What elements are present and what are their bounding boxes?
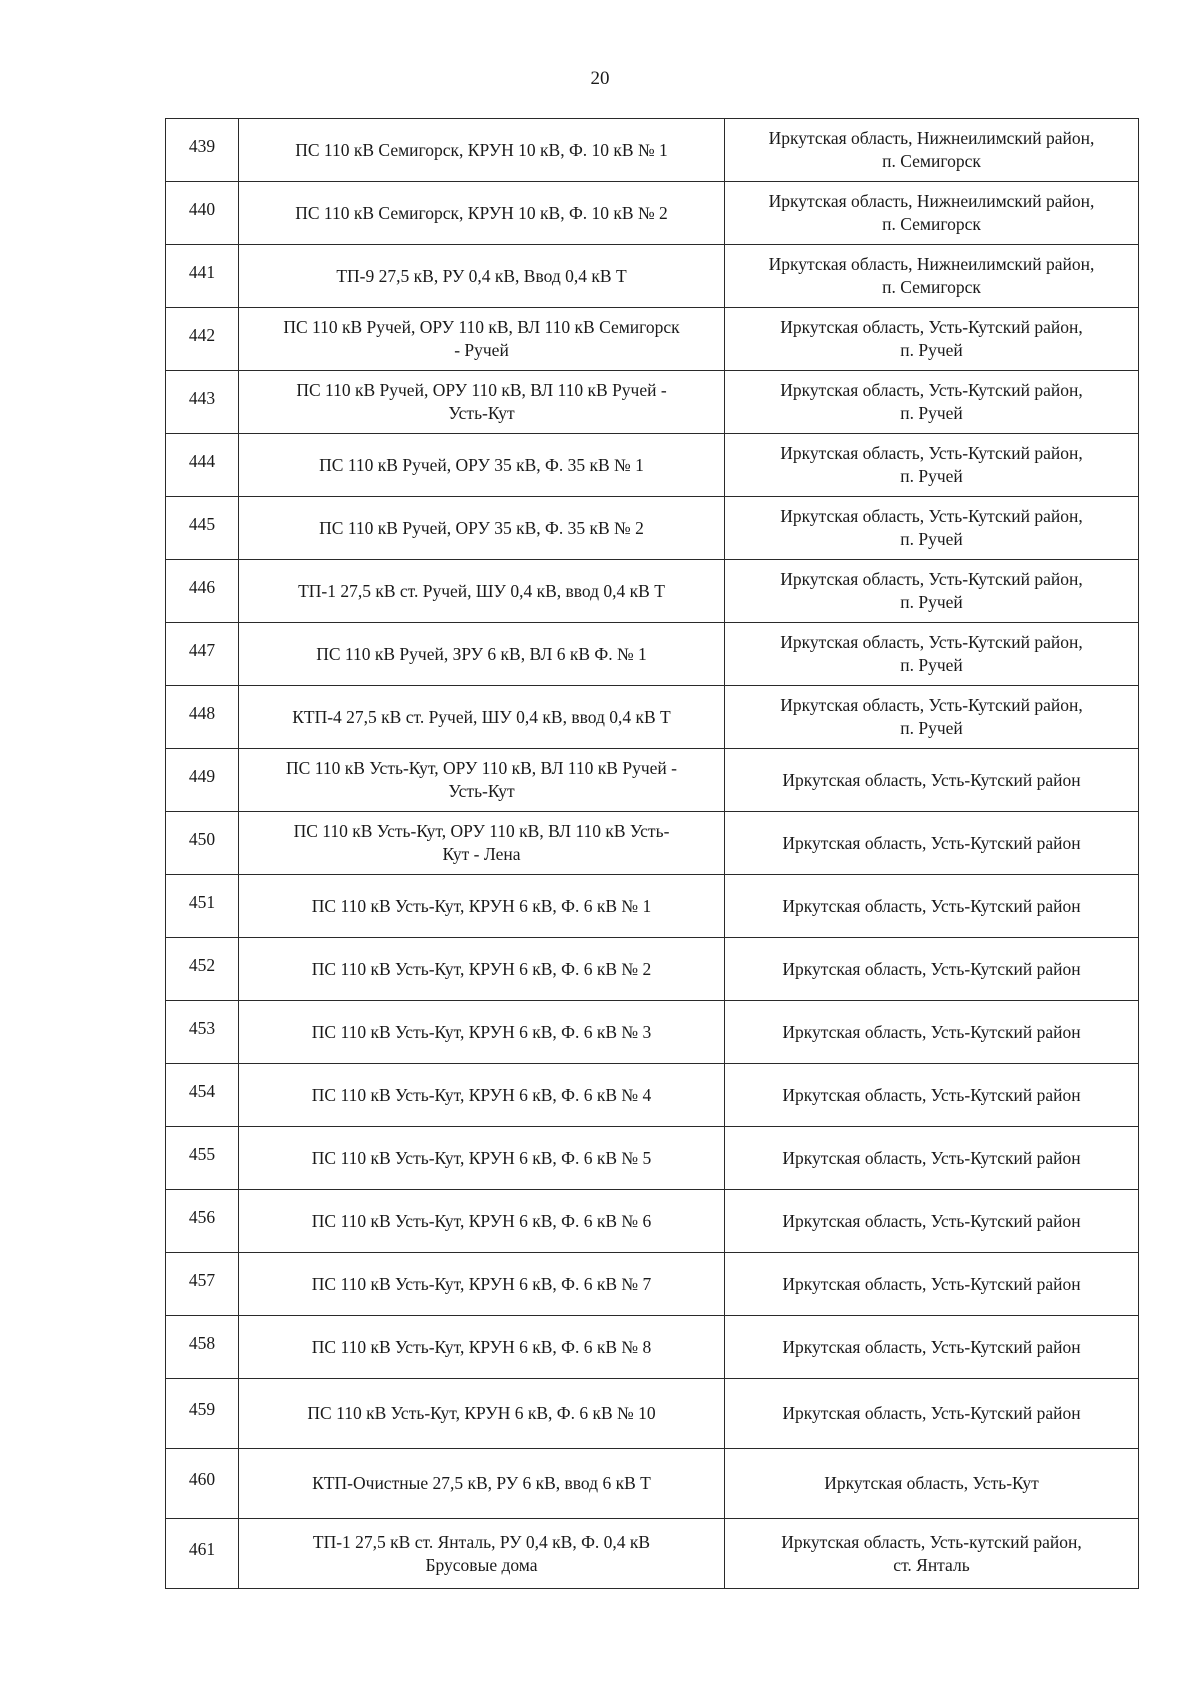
row-number-cell: 453 [166,1001,239,1064]
location-text: Иркутская область, Усть-Кутский район [782,1273,1081,1294]
row-number-cell: 452 [166,938,239,1001]
location-cell [725,1449,1139,1519]
object-text: ПС 110 кВ Усть-Кут, КРУН 6 кВ, Ф. 6 кВ № 3 [311,1021,652,1042]
location-text: п. Ручей [900,655,963,675]
location-text: Иркутская область, Нижнеилимский район, [768,128,1095,148]
object-cell [239,182,725,245]
row-number-cell: 449 [166,749,239,812]
location-text: п. Ручей [900,340,963,360]
location-cell [725,686,1139,749]
page-number: 20 [590,68,610,89]
table-row [166,1001,1139,1064]
location-text: п. Ручей [900,529,963,549]
location-cell [725,560,1139,623]
location-text: Иркутская область, Усть-Кутский район, [780,443,1083,463]
object-text: ПС 110 кВ Ручей, ОРУ 110 кВ, ВЛ 110 кВ Семигорск [283,317,680,337]
location-text: Иркутская область, Усть-Кутский район, [780,695,1083,715]
location-text: Иркутская область, Усть-Кутский район [782,1084,1081,1105]
location-cell [725,497,1139,560]
object-text: ПС 110 кВ Усть-Кут, КРУН 6 кВ, Ф. 6 кВ № 6 [311,1210,652,1231]
location-cell [725,434,1139,497]
location-cell [725,875,1139,938]
table-row [166,1316,1139,1379]
location-text: Иркутская область, Усть-Кутский район [782,1147,1081,1168]
object-text: Усть-Кут [448,403,515,423]
table-body [166,119,1139,1589]
table-row [166,938,1139,1001]
row-number-cell: 456 [166,1190,239,1253]
table-row [166,686,1139,749]
row-number-cell: 454 [166,1064,239,1127]
row-number-cell: 460 [166,1449,239,1519]
location-text: Иркутская область, Усть-Кутский район [782,958,1081,979]
object-text: ПС 110 кВ Усть-Кут, КРУН 6 кВ, Ф. 6 кВ № 10 [307,1403,656,1423]
location-cell [725,812,1139,875]
row-number-cell: 440 [166,182,239,245]
row-number-cell: 447 [166,623,239,686]
row-number-cell: 451 [166,875,239,938]
location-text: Иркутская область, Нижнеилимский район, [768,191,1095,211]
object-cell [239,812,725,875]
object-text: ПС 110 кВ Семигорск, КРУН 10 кВ, Ф. 10 кВ № 2 [295,202,668,223]
location-text: Иркутская область, Нижнеилимский район, [768,254,1095,274]
location-text: Иркутская область, Усть-Кутский район, [780,569,1083,589]
location-cell [725,1519,1139,1589]
location-cell [725,182,1139,245]
table-row [166,1253,1139,1316]
row-number-cell: 450 [166,812,239,875]
location-text: Иркутская область, Усть-Кутский район [782,769,1081,790]
object-text: ПС 110 кВ Усть-Кут, КРУН 6 кВ, Ф. 6 кВ № 5 [311,1147,652,1168]
table-row [166,371,1139,434]
table-row [166,182,1139,245]
location-cell [725,1001,1139,1064]
object-text: ПС 110 кВ Усть-Кут, КРУН 6 кВ, Ф. 6 кВ № 4 [311,1084,652,1105]
object-text: ПС 110 кВ Усть-Кут, КРУН 6 кВ, Ф. 6 кВ № 1 [311,895,652,916]
object-cell [239,1064,725,1127]
object-cell [239,1001,725,1064]
object-text: ТП-1 27,5 кВ ст. Янталь, РУ 0,4 кВ, Ф. 0,4 кВ [312,1531,651,1552]
object-text: ПС 110 кВ Усть-Кут, КРУН 6 кВ, Ф. 6 кВ № 8 [311,1336,652,1357]
object-text: Кут - Лена [442,844,521,864]
location-cell [725,938,1139,1001]
object-cell [239,1519,725,1589]
location-text: п. Семигорск [882,151,981,171]
location-text: п. Семигорск [882,277,981,297]
object-text: ПС 110 кВ Усть-Кут, ОРУ 110 кВ, ВЛ 110 кВ Усть- [293,821,670,841]
location-text: п. Ручей [900,403,963,423]
object-cell [239,119,725,182]
table-row [166,1379,1139,1449]
facilities-table [165,118,1139,1589]
row-number-cell: 457 [166,1253,239,1316]
location-cell [725,1253,1139,1316]
row-number-cell: 445 [166,497,239,560]
object-text: - Ручей [454,340,509,360]
location-text: Иркутская область, Усть-Кутский район, [780,317,1083,337]
location-text: Иркутская область, Усть-Кут [824,1473,1039,1493]
object-text: Усть-Кут [448,781,515,801]
table-row [166,1064,1139,1127]
row-number-cell: 458 [166,1316,239,1379]
object-text: ПС 110 кВ Ручей, ОРУ 35 кВ, Ф. 35 кВ № 1 [319,454,644,475]
location-cell [725,1379,1139,1449]
object-cell [239,623,725,686]
object-text: ПС 110 кВ Усть-Кут, ОРУ 110 кВ, ВЛ 110 кВ Ручей - [286,758,677,778]
table-row [166,308,1139,371]
table-row [166,1127,1139,1190]
row-number-cell: 444 [166,434,239,497]
object-cell [239,308,725,371]
row-number-cell: 448 [166,686,239,749]
row-number-cell: 443 [166,371,239,434]
location-text: Иркутская область, Усть-Кутский район [782,1210,1081,1231]
table-row [166,119,1139,182]
location-text: Иркутская область, Усть-Кутский район, [780,632,1083,652]
table-row [166,434,1139,497]
location-cell [725,371,1139,434]
object-cell [239,1449,725,1519]
object-text: ТП-1 27,5 кВ ст. Ручей, ШУ 0,4 кВ, ввод 0,4 кВ Т [298,580,665,601]
location-text: Иркутская область, Усть-Кутский район [782,832,1081,853]
row-number-cell: 441 [166,245,239,308]
table-row [166,1190,1139,1253]
location-cell [725,1127,1139,1190]
location-cell [725,119,1139,182]
object-text: ПС 110 кВ Усть-Кут, КРУН 6 кВ, Ф. 6 кВ № 2 [311,958,652,979]
location-text: Иркутская область, Усть-Кутский район, [780,506,1083,526]
row-number-cell: 439 [166,119,239,182]
location-text: п. Ручей [900,592,963,612]
object-cell [239,1190,725,1253]
object-cell [239,1316,725,1379]
row-number-cell: 459 [166,1379,239,1449]
object-cell [239,875,725,938]
location-cell [725,1316,1139,1379]
object-cell [239,245,725,308]
object-cell [239,497,725,560]
object-text: КТП-Очистные 27,5 кВ, РУ 6 кВ, ввод 6 кВ Т [312,1473,651,1493]
table-row [166,1449,1139,1519]
table-row [166,812,1139,875]
location-cell [725,308,1139,371]
object-cell [239,434,725,497]
object-cell [239,371,725,434]
object-cell [239,686,725,749]
object-text: ПС 110 кВ Ручей, ОРУ 110 кВ, ВЛ 110 кВ Ручей - [296,380,667,400]
object-cell [239,1379,725,1449]
location-text: Иркутская область, Усть-Кутский район [782,1021,1081,1042]
table-row [166,245,1139,308]
object-text: ТП-9 27,5 кВ, РУ 0,4 кВ, Ввод 0,4 кВ Т [336,265,627,286]
object-cell [239,1253,725,1316]
location-text: Иркутская область, Усть-Кутский район [782,895,1081,916]
location-cell [725,1190,1139,1253]
table-row [166,749,1139,812]
object-cell [239,938,725,1001]
object-text: ПС 110 кВ Семигорск, КРУН 10 кВ, Ф. 10 кВ № 1 [295,139,668,160]
table-row [166,497,1139,560]
table-row [166,623,1139,686]
location-text: Иркутская область, Усть-кутский район, [781,1531,1082,1552]
table-row [166,875,1139,938]
location-text: ст. Янталь [893,1554,970,1575]
row-number-cell: 455 [166,1127,239,1190]
object-cell [239,749,725,812]
location-text: п. Семигорск [882,214,981,234]
location-text: Иркутская область, Усть-Кутский район, [780,380,1083,400]
object-cell [239,1127,725,1190]
row-number-cell: 446 [166,560,239,623]
location-text: Иркутская область, Усть-Кутский район [782,1336,1081,1357]
location-cell [725,749,1139,812]
row-number-cell: 461 [166,1519,239,1589]
table-row [166,1519,1139,1589]
location-text: п. Ручей [900,718,963,738]
object-cell [239,560,725,623]
location-text: Иркутская область, Усть-Кутский район [782,1403,1081,1423]
row-number-cell: 442 [166,308,239,371]
location-cell [725,1064,1139,1127]
location-text: п. Ручей [900,466,963,486]
object-text: ПС 110 кВ Ручей, ЗРУ 6 кВ, ВЛ 6 кВ Ф. № 1 [316,643,647,664]
object-text: ПС 110 кВ Ручей, ОРУ 35 кВ, Ф. 35 кВ № 2 [319,517,644,538]
location-cell [725,623,1139,686]
location-cell [725,245,1139,308]
object-text: КТП-4 27,5 кВ ст. Ручей, ШУ 0,4 кВ, ввод 0,4 кВ Т [292,706,671,727]
object-text: Брусовые дома [425,1554,538,1575]
table-row [166,560,1139,623]
object-text: ПС 110 кВ Усть-Кут, КРУН 6 кВ, Ф. 6 кВ № 7 [311,1273,652,1294]
